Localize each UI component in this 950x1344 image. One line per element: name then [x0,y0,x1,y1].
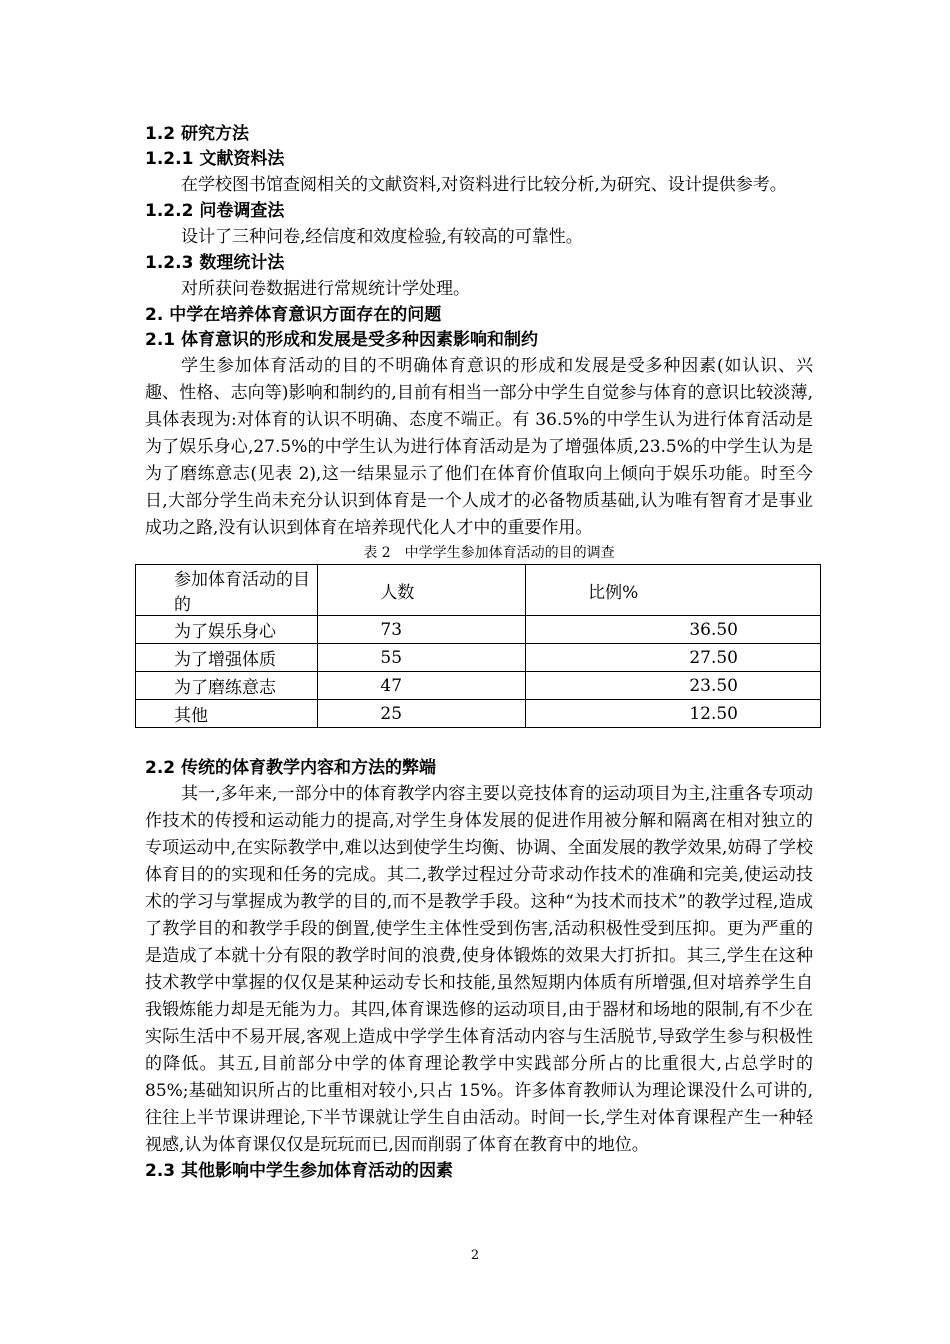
table-header-cell: 比例% [526,565,821,616]
heading-1-2-2: 1.2.2 问卷调查法 [145,201,285,221]
table-cell: 12.50 [526,700,821,728]
survey-table [135,564,821,728]
paragraph-literature: 在学校图书馆查阅相关的文献资料,对资料进行比较分析,为研究、设计提供参考。 [181,175,787,195]
spacer [145,728,813,756]
heading-1-2: 1.2 研究方法 [145,124,250,144]
heading-1-2-3: 1.2.3 数理统计法 [145,253,285,273]
table-cell: 36.50 [526,616,821,644]
table-cell: 55 [318,644,526,672]
table-header-cell: 参加体育活动的目的 [136,565,318,616]
page-number: 2 [470,1248,480,1263]
table-cell: 为了娱乐身心 [136,616,318,644]
table-cell: 73 [318,616,526,644]
table-row [136,616,821,644]
table-caption: 表 2 中学学生参加体育活动的目的调查 [363,545,615,561]
heading-1-2-1: 1.2.1 文献资料法 [145,149,285,169]
paragraph-2-2: 其一,多年来,一部分中的体育教学内容主要以竞技体育的运动项目为主,注重各专项动作技术的传授和运动能力的提高,对学生身体发展的促进作用被分解和隔离在相对独立的专项运动中,在实际教学中,难以达到使学生均衡、协调、全面发展的教学效果,妨碍了学校体育目的的实现和任务的完成。其二,教学过程过分苛求动作技术的准确和完美,使运动技术的学习与掌握成为教学的目的,而不是教学手段。这种“为技术而技术”的教学过程,造成了教学目的和教学手段的倒置,使学生主体性受到伤害,活动积极性受到压抑。更为严重的是造成了本就十分有限的教学时间的浪费,使身体锻炼的效果大打折扣。其三,学生在这种技术教学中掌握的仅仅是某种运动专长和技能,虽然短期内体质有所增强,但对培养学生自我锻炼能力却是无能为力。其四,体育课选修的运动项目,由于器材和场地的限制,有不少在实际生活中不易开展,客观上造成中学学生体育活动内容与生活脱节,导致学生参与积极性的降低。其五,目前部分中学的体育理论教学中实践部分所占的比重很大,占总学时的 85%;基础知识所占的比重相对较小,只占 15%。许多体育教师认为理论课没什么可讲的,往往上半节课讲理论,下半节课就让学生自由活动。时间一长,学生对体育课程产生一种轻视感,认为体育课仅仅是玩玩而已,因而削弱了体育在教育中的地位。 [145,784,813,1155]
table-row [136,700,821,728]
table-cell: 27.50 [526,644,821,672]
table-header-row [136,565,821,616]
paragraph-statistics: 对所获问卷数据进行常规统计学处理。 [181,279,470,299]
table-cell: 为了增强体质 [136,644,318,672]
heading-2: 2. 中学在培养体育意识方面存在的问题 [145,305,442,325]
paragraph-2-1: 学生参加体育活动的目的不明确体育意识的形成和发展是受多种因素(如认识、兴趣、性格、志向等)影响和制约的,目前有相当一部分中学生自觉参与体育的意识比较淡薄,具体表现为:对体育的认识不明确、态度不端正。有 36.5%的中学生认为进行体育活动是为了娱乐身心,27.5%的中学生认为进行体育活动是为了增强体质,23.5%的中学生认为是为了磨练意志(见表 2),这一结果显示了他们在体育价值取向上倾向于娱乐功能。时至今日,大部分学生尚未充分认识到体育是一个人成才的必备物质基础,认为唯有智育才是事业成功之路,没有认识到体育在培养现代化人才中的重要作用。 [145,356,813,538]
table-row [136,644,821,672]
page-content [145,122,813,1184]
heading-2-1: 2.1 体育意识的形成和发展是受多种因素影响和制约 [145,330,539,350]
table-cell: 25 [318,700,526,728]
table-cell: 23.50 [526,672,821,700]
table-cell: 为了磨练意志 [136,672,318,700]
heading-2-3: 2.3 其他影响中学生参加体育活动的因素 [145,1161,454,1181]
table-cell: 47 [318,672,526,700]
table-header-cell: 人数 [318,565,526,616]
table-row [136,672,821,700]
table-cell: 其他 [136,700,318,728]
heading-2-2: 2.2 传统的体育教学内容和方法的弊端 [145,758,437,778]
paragraph-questionnaire: 设计了三种问卷,经信度和效度检验,有较高的可靠性。 [181,227,583,247]
